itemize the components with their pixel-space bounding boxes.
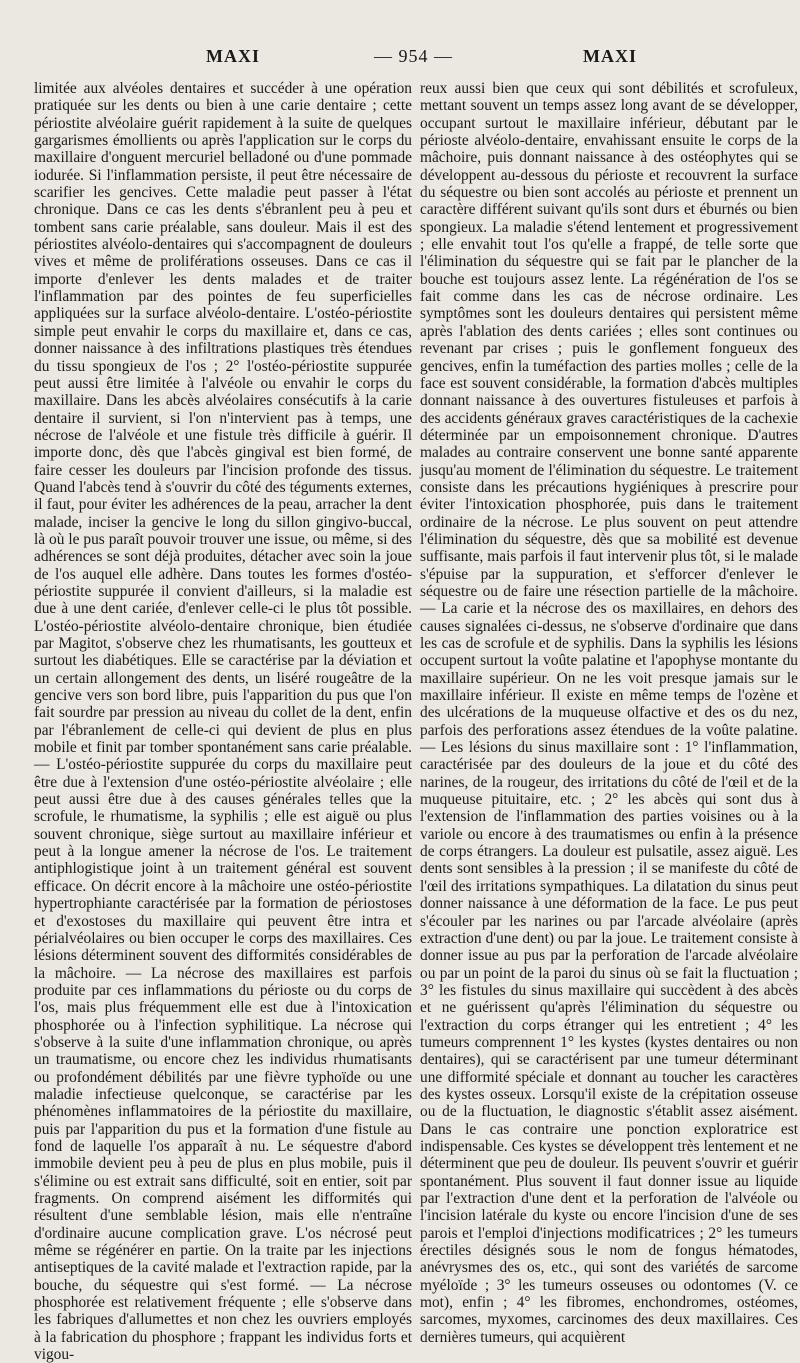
running-header [0, 46, 800, 76]
column-right-text: reux aussi bien que ceux qui sont débilités et scrofuleux, mettant souvent un temps assez long avant de se développer, occupant surtout le maxillaire inférieur, débutant par le périoste alvéolo-dentaire, envahissant ensuite le corps de la mâchoire, puis donnant naissance à des ostéophytes qui se développent au-dessous du périoste et recouvrent la surface du séquestre ou bien sont accolés au périoste et prennent un caractère différent suivant qu'ils sont durs et éburnés ou bien spongieux. La maladie s'étend lentement et progressivement ; elle envahit tout l'os qu'elle a frappé, de telle sorte que l'élimination du séquestre qui se fait par le plancher de la bouche est toujours assez lente. La régénération de l'os se fait comme dans les cas de nécrose ordinaire. Les symptômes sont les douleurs dentaires qui persistent même après l'ablation des dents cariées ; elles sont continues ou revenant par crises ; puis le gonflement fongueux des gencives, enfin la tuméfaction des parties molles ; celle de la face est souvent considérable, la formation d'abcès multiples donnant naissance à des ouvertures fistuleuses et parfois à des accidents généraux graves caractéristiques de la cachexie déterminée par un empoisonnement chronique. D'autres malades au contraire conservent une bonne santé apparente jusqu'au moment de l'élimination du séquestre. Le traitement consiste dans les précautions hygiéniques à prescrire pour éviter l'intoxication phosphorée, puis dans le traitement ordinaire de la nécrose. Le plus souvent on peut attendre l'élimination du séquestre, dès que sa mobilité est devenue suffisante, mais parfois il faut intervenir plus tôt, si le malade s'épuise par la suppuration, et s'efforcer d'enlever le séquestre ou de faire une résection partielle de la mâchoire. — La carie et la nécrose des os maxillaires, en dehors des causes signalées ci-dessus, ne s'observe d'ordinaire que dans les cas de scrofule et de syphilis. Dans la syphilis les lésions occupent surtout la voûte palatine et l'apophyse montante du maxillaire supérieur. On ne les voit presque jamais sur le maxillaire inférieur. Il existe en même temps de l'ozène et des ulcérations de la muqueuse olfactive et des os du nez, parfois des perforations assez étendues de la voûte palatine. — Les lésions du sinus maxillaire sont : 1° l'inflammation, caractérisée par des douleurs de la joue et du côté des narines, de la rougeur, des irritations du côté de l'œil et de la muqueuse pituitaire, etc. ; 2° les abcès qui sont dus à l'extension de l'inflammation des parties voisines ou à la variole ou encore à des traumatismes ou enfin à la présence de corps étrangers. La douleur est pulsatile, assez aiguë. Les dents sont sensibles à la pression ; il se manifeste du côté de l'œil des irritations sympathiques. La dilatation du sinus peut donner naissance à une déformation de la face. Le pus peut s'écouler par les narines ou par l'arcade alvéolaire (après extraction d'une dent) ou par la joue. Le traitement consiste à donner issue au pus par la perforation de l'arcade alvéolaire ou par un point de la paroi du sinus où se fait la fluctuation ; 3° les fistules du sinus maxillaire qui succèdent à des abcès et ne guérissent qu'après l'élimination du séquestre ou l'extraction du corps étranger qui les entretient ; 4° les tumeurs comprennent 1° les kystes (kystes dentaires ou non dentaires), qui se caractérisent par une tumeur déterminant une difformité spéciale et donnant au toucher les caractères des kystes osseux. Lorsqu'il existe de la crépitation osseuse ou de la fluctuation, le diagnostic s'établit assez aisément. Dans le cas contraire une ponction exploratrice est indispensable. Ces kystes se développent très lentement et ne déterminent que peu de douleur. Ils peuvent s'ouvrir et guérir spontanément. Plus souvent il faut donner issue au liquide par l'extraction d'une dent et la perforation de l'alvéole ou l'incision latérale du kyste ou encore l'incision d'une de ses parois et l'emploi d'injections modificatrices ; 2° les tumeurs érectiles désignés sous le nom de fongus hématodes, anévrysmes des os, etc., qui sont des variétés de sarcome myéloïde ; 3° les tumeurs osseuses ou odontomes (V. ce mot), enfin ; 4° les fibromes, enchondromes, ostéomes, sarcomes, myxomes, carcinomes des deux maxillaires. Ces dernières tumeurs, qui acquièrent [420, 80, 798, 1346]
column-left-text: limitée aux alvéoles dentaires et succéder à une opération pratiquée sur les dents ou bien à une carie dentaire ; cette périostite alvéolaire guérit rapidement à la suite de quelques gargarismes émollients ou après l'application sur le corps du maxillaire d'onguent mercuriel belladoné ou d'une pommade iodurée. Si l'inflammation persiste, il peut être nécessaire de scarifier les gencives. Cette maladie peut passer à l'état chronique. Dans ce cas les dents s'ébranlent peu à peu et tombent sans carie préalable, sans douleur. Mais il est des périostites alvéolo-dentaires qui s'accompagnent de douleurs vives et même de proliférations osseuses. Dans ce cas il importe d'enlever les dents malades et de traiter l'inflammation par des pointes de feu superficielles appliquées sur la surface alvéolo-dentaire. L'ostéo-périostite simple peut envahir le corps du maxillaire et, dans ce cas, donner naissance à des infiltrations plastiques très étendues du tissu spongieux de l'os ; 2° l'ostéo-périostite suppurée peut aussi être limitée à l'alvéole ou envahir le corps du maxillaire. Dans les abcès alvéolaires consécutifs à la carie dentaire il survient, si l'on n'intervient pas à temps, une nécrose de l'alvéole et une fistule très difficile à guérir. Il importe donc, dès que l'abcès gingival est bien formé, de faire cesser les douleurs par l'incision profonde des tissus. Quand l'abcès tend à s'ouvrir du côté des téguments externes, il faut, pour éviter les adhérences de la peau, arracher la dent malade, inciser la gencive le long du sillon gingivo-buccal, là où le pus paraît pouvoir trouver une issue, ou même, si des adhérences se sont déjà produites, détacher avec soin la joue de l'os auquel elle adhère. Dans toutes les formes d'ostéo-périostite suppurée il convient d'ailleurs, si la maladie est due à une dent cariée, d'enlever celle-ci le plus tôt possible. L'ostéo-périostite alvéolo-dentaire chronique, bien étudiée par Magitot, s'observe chez les rhumatisants, les goutteux et surtout les diabétiques. Elle se caractérise par la déviation et un certain allongement des dents, un liséré rougeâtre de la gencive vers son bord libre, puis l'apparition du pus que l'on fait sourdre par pression au niveau du collet de la dent, enfin par l'ébranlement de celle-ci qui devient de plus en plus mobile et finit par tomber spontanément sans carie préalable. — L'ostéo-périostite suppurée du corps du maxillaire peut être due à l'extension d'une ostéo-périostite alvéolaire ; elle peut aussi être due à des causes générales telles que la scrofule, le rhumatisme, la syphilis ; elle est aiguë ou plus souvent chronique, siège surtout au maxillaire inférieur et peut à la longue amener la nécrose de l'os. Le traitement antiphlogistique joint à un traitement général est souvent efficace. On décrit encore à la mâchoire une ostéo-périostite hypertrophiante caractérisée par la formation de périostoses et d'exostoses du maxillaire qui peuvent être intra et périalvéolaires ou bien occuper le corps des maxillaires. Ces lésions déterminent souvent des difformités considérables de la mâchoire. — La nécrose des maxillaires est parfois produite par ces inflammations du périoste ou du corps de l'os, mais plus fréquemment elle est due à l'intoxication phosphorée ou à l'infection syphilitique. La nécrose qui s'observe à la suite d'une inflammation chronique, ou après un traumatisme, ou encore chez les individus rhumatisants ou profondément débilités par une fièvre typhoïde ou une maladie infectieuse quelconque, se caractérise par les phénomènes inflammatoires de la périostite du maxillaire, puis par l'apparition du pus et la formation d'une fistule au fond de laquelle l'os apparaît à nu. Le séquestre d'abord immobile devient peu à peu de plus en plus mobile, puis il s'élimine ou est extrait sans difficulté, soit en entier, soit par fragments. On comprend aisément les difformités qui résultent d'une semblable lésion, mais elle n'entraîne d'ordinaire aucune complication grave. L'os nécrosé peut même se régénérer en partie. On la traite par les injections antiseptiques de la cavité malade et l'extraction rapide, par la bouche, du séquestre qui s'est formé. — La nécrose phosphorée est relativement fréquente ; elle s'observe dans les fabriques d'allumettes et non chez les ouvriers employés à la fabrication du phosphore ; frappant les individus forts et vigou- [34, 80, 412, 1363]
page-number: — 954 — [374, 46, 453, 66]
text-column-left [34, 80, 412, 1363]
text-column-right [420, 80, 798, 1346]
header-headword-right: MAXI [583, 46, 637, 66]
header-headword-left: MAXI [206, 46, 260, 66]
